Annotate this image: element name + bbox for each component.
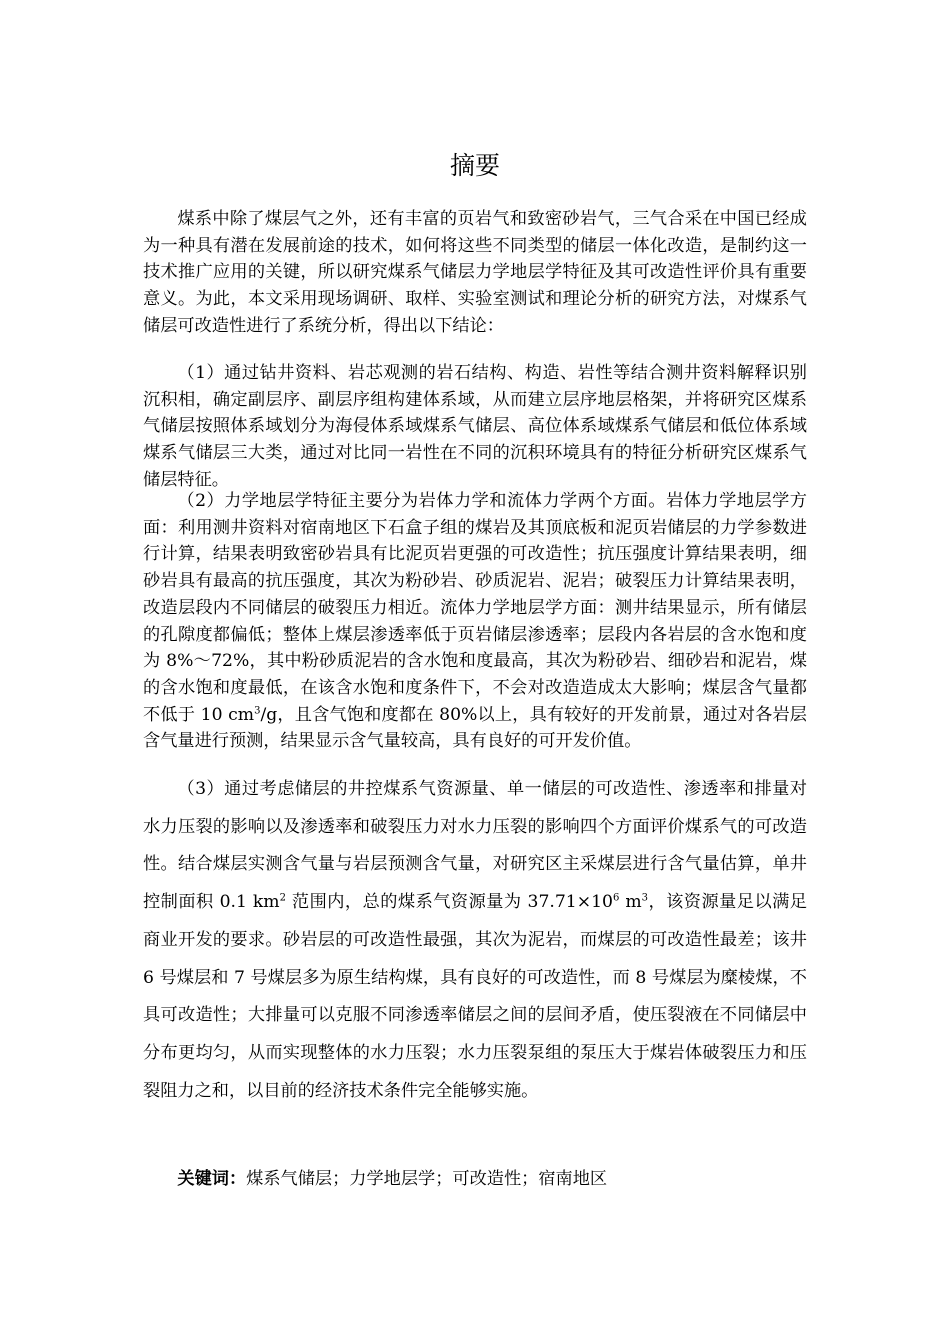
conclusion-3-text-b: 范围内，总的煤系气资源量为 37.71×10 — [285, 892, 613, 913]
keywords-label: 关键词： — [177, 1169, 247, 1189]
abstract-intro-paragraph: 煤系中除了煤层气之外，还有丰富的页岩气和致密砂岩气，三气合采在中国已经成为一种具有潜在发展前途的技术，如何将这些不同类型的储层一体化改造，是制约这一技术推广应用的关键，所以研究煤系气储层力学地层学特征及其可改造性评价具有重要意义。为此，本文采用现场调研、取样、实验室测试和理论分析的研究方法，对煤系气储层可改造性进行了系统分析，得出以下结论： — [143, 209, 807, 336]
superscript: 3 — [641, 892, 648, 904]
conclusion-2-text-b: /g，且含气饱和度都在 80%以上，具有较好的开发前景，通过对各岩层含气量进行预测，结果显示含气量较高，具有良好的可开发价值。 — [143, 704, 807, 752]
superscript: 2 — [279, 892, 286, 904]
conclusion-1-paragraph: （1）通过钻井资料、岩芯观测的岩石结构、构造、岩性等结合测井资料解释识别沉积相，确定副层序、副层序组构建体系域，从而建立层序地层格架，并将研究区煤系气储层按照体系域划分为海侵体系域煤系气储层、高位体系域煤系气储层和低位体系域煤系气储层三大类，通过对比同一岩性在不同的沉积环境具有的特征分析研究区煤系气储层特征。 — [143, 363, 807, 490]
conclusion-3-text-d: ，该资源量足以满足商业开发的要求。砂岩层的可改造性最强，其次为泥岩，而煤层的可改造性最差；该井 6 号煤层和 7 号煤层多为原生结构煤，具有良好的可改造性，而 8 号煤层为糜棱煤，不具可改造性；大排量可以克服不同渗透率储层之间的层间矛盾，使压裂液在不同储层中分布更均匀，从而实现整体的水力压裂；水力压裂泵组的泵压大于煤岩体破裂压力和压裂阻力之和，以目前的经济技术条件完全能够实施。 — [143, 892, 807, 1101]
conclusion-2-text-a: （2）力学地层学特征主要分为岩体力学和流体力学两个方面。岩体力学地层学方面：利用测井资料对宿南地区下石盒子组的煤岩及其顶底板和泥页岩储层的力学参数进行计算，结果表明致密砂岩具有比泥页岩更强的可改造性；抗压强度计算结果表明，细砂岩具有最高的抗压强度，其次为粉砂岩、砂质泥岩、泥岩；破裂压力计算结果表明，改造层段内不同储层的破裂压力相近。流体力学地层学方面：测井结果显示，所有储层的孔隙度都偏低；整体上煤层渗透率低于页岩储层渗透率；层段内各岩层的含水饱和度为 8%～72%，其中粉砂质泥岩的含水饱和度最高，其次为粉砂岩、细砂岩和泥岩，煤的含水饱和度最低，在该含水饱和度条件下，不会对改造造成太大影响；煤层含气量都不低于 10 cm — [143, 491, 807, 725]
superscript: 3 — [254, 704, 261, 716]
keywords-line — [143, 1166, 807, 1193]
keywords-text: 煤系气储层；力学地层学；可改造性；宿南地区 — [246, 1169, 608, 1189]
conclusion-3-text-c: m — [619, 892, 642, 913]
conclusion-2-paragraph — [143, 488, 807, 755]
superscript: 6 — [613, 892, 620, 904]
conclusion-3-text-a: （3）通过考虑储层的井控煤系气资源量、单一储层的可改造性、渗透率和排量对水力压裂的影响以及渗透率和破裂压力对水力压裂的影响四个方面评价煤系气的可改造性。结合煤层实测含气量与岩层预测含气量，对研究区主采煤层进行含气量估算，单井控制面积 0.1 km — [143, 779, 807, 913]
page-title: 摘要 — [449, 151, 500, 180]
conclusion-3-paragraph — [143, 771, 807, 1110]
